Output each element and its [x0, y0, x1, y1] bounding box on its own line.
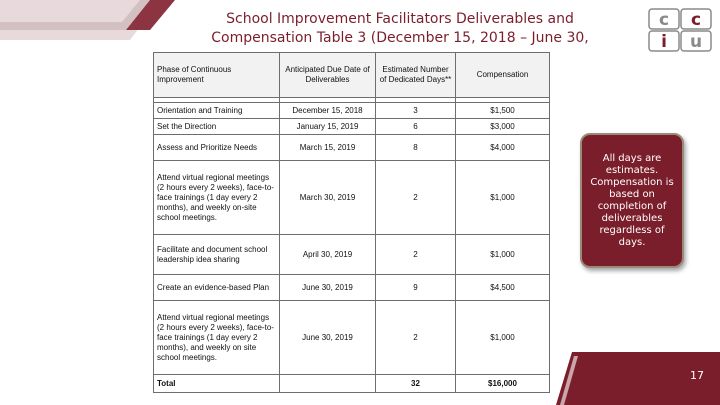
row-days: 8: [376, 135, 456, 161]
total-days: 32: [376, 375, 456, 393]
slide-title: [190, 10, 610, 48]
row-due-date: June 30, 2019: [280, 301, 376, 375]
row-days: 6: [376, 119, 456, 135]
row-due-date: March 15, 2019: [280, 135, 376, 161]
row-days: 2: [376, 161, 456, 235]
row-compensation: $1,000: [456, 301, 550, 375]
row-activity: Attend virtual regional meetings (2 hours every 2 weeks), face-to-face trainings (1 day every 2 months), and weekly on-site school meetings.: [154, 161, 280, 235]
table-row: [154, 275, 550, 301]
table-row: [154, 119, 550, 135]
logo-letter-1: c: [658, 10, 670, 30]
table-row: [154, 161, 550, 235]
table-row: [154, 103, 550, 119]
row-days: 2: [376, 235, 456, 275]
row-due-date: December 15, 2018: [280, 103, 376, 119]
row-compensation: $3,000: [456, 119, 550, 135]
row-activity: Assess and Prioritize Needs: [154, 135, 280, 161]
table-header-row: [154, 53, 550, 98]
header-due-date: Anticipated Due Date of Deliverables: [280, 53, 376, 98]
table-row: [154, 301, 550, 375]
header-compensation: Compensation: [456, 53, 550, 98]
row-activity: Orientation and Training: [154, 103, 280, 119]
table-total-row: [154, 375, 550, 393]
row-compensation: $4,500: [456, 275, 550, 301]
logo-letter-4: u: [689, 32, 703, 52]
row-days: 2: [376, 301, 456, 375]
row-due-date: January 15, 2019: [280, 119, 376, 135]
title-line-1: School Improvement Facilitators Deliverables and: [226, 11, 574, 27]
table-row: [154, 135, 550, 161]
callout-text: All days are estimates. Compensation is based on completion of deliverables regardless of days.: [590, 152, 674, 248]
row-due-date: March 30, 2019: [280, 161, 376, 235]
row-compensation: $4,000: [456, 135, 550, 161]
page-number: 17: [690, 369, 704, 382]
total-label: Total: [154, 375, 280, 393]
row-compensation: $1,000: [456, 235, 550, 275]
total-due-date-empty: [280, 375, 376, 393]
decorative-stripes: [0, 0, 180, 40]
logo-letter-2: c: [690, 10, 702, 30]
table-row: [154, 235, 550, 275]
row-activity: Create an evidence-based Plan: [154, 275, 280, 301]
estimates-callout: [580, 133, 684, 268]
row-due-date: April 30, 2019: [280, 235, 376, 275]
row-activity: Attend virtual regional meetings (2 hours every 2 weeks), face-to-face trainings (1 day every 2 months), and weekly on site school meetings.: [154, 301, 280, 375]
row-days: 9: [376, 275, 456, 301]
header-days: Estimated Number of Dedicated Days**: [376, 53, 456, 98]
header-phase: Phase of Continuous Improvement: [154, 53, 280, 98]
total-compensation: $16,000: [456, 375, 550, 393]
row-compensation: $1,000: [456, 161, 550, 235]
row-activity: Facilitate and document school leadership idea sharing: [154, 235, 280, 275]
row-due-date: June 30, 2019: [280, 275, 376, 301]
logo-letter-3: i: [661, 32, 667, 52]
deliverables-table: [153, 52, 550, 393]
ccu-logo: [648, 8, 714, 52]
row-compensation: $1,500: [456, 103, 550, 119]
row-activity: Set the Direction: [154, 119, 280, 135]
title-line-2: Compensation Table 3 (December 15, 2018 – June 30,: [211, 30, 589, 46]
row-days: 3: [376, 103, 456, 119]
